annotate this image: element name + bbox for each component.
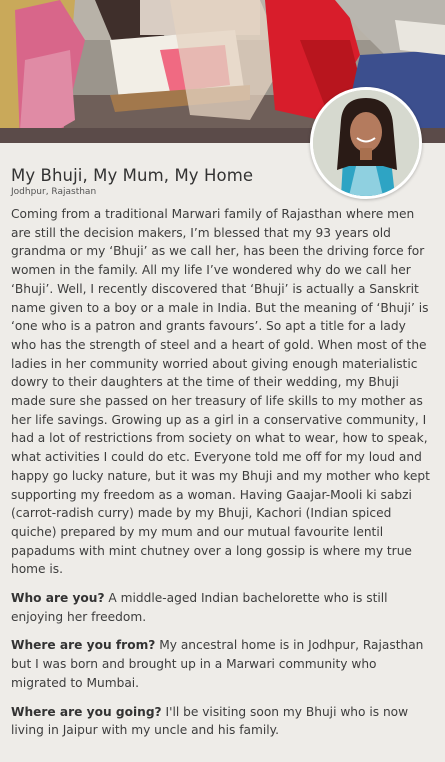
story-location: Jodhpur, Rajasthan (11, 187, 97, 197)
story-content (0, 143, 445, 762)
qa-question: Who are you? (11, 591, 105, 606)
qa-item (11, 636, 433, 692)
qa-item (11, 703, 433, 740)
qa-answer: My ancestral home is in Jodhpur, Rajasthan but I was born and brought up in a Marwari community who migrated to Mumbai. (11, 638, 424, 690)
story-intro: Coming from a traditional Marwari family of Rajasthan where men are still the decision makers, I’m blessed that my 93 years old grandma or my ‘Bhuji’ as we call her, has been the driving force for women in the family. All my life I’ve wondered why do we call her ‘Bhuji’. Well, I recently discovered that ‘Bhuji’ is actually a Sanskrit name given to a boy or a male in India. But the meaning of ‘Bhuji’ is ‘one who is a patron and grants favours’. So apt a title for a lady who has the strength of steel and a heart of gold. When most of the ladies in her community worried about giving enough materialistic dowry to their daughters at the time of their wedding, my Bhuji made sure she passed on her treasury of life skills to my mother as her life savings. Growing up as a girl in a conservative community, I had a lot of restrictions from society on what to wear, how to speak, what activities I could do etc. Everyone told me off for my loud and happy go lucky nature, but it was my Bhuji and my mother who kept supporting my freedom as a woman. Having Gaajar-Mooli ki sabzi (carrot-radish curry) made by my Bhuji, Kachori (Indian spiced quiche) prepared by my mum and our mutual favourite lentil papadums with mint chutney over a long gossip is where my true home is. (11, 207, 430, 577)
qa-answer: I'll be visiting soon my Bhuji who is now living in Jaipur with my uncle and his family. (11, 704, 409, 738)
story-title: My Bhuji, My Mum, My Home (11, 166, 254, 185)
qa-question: Where are you from? (11, 638, 156, 653)
qa-item (11, 589, 433, 626)
qa-question: Where are you going? (11, 704, 162, 719)
qa-answer: A middle-aged Indian bachelorette who is still enjoying her freedom. (11, 591, 388, 624)
